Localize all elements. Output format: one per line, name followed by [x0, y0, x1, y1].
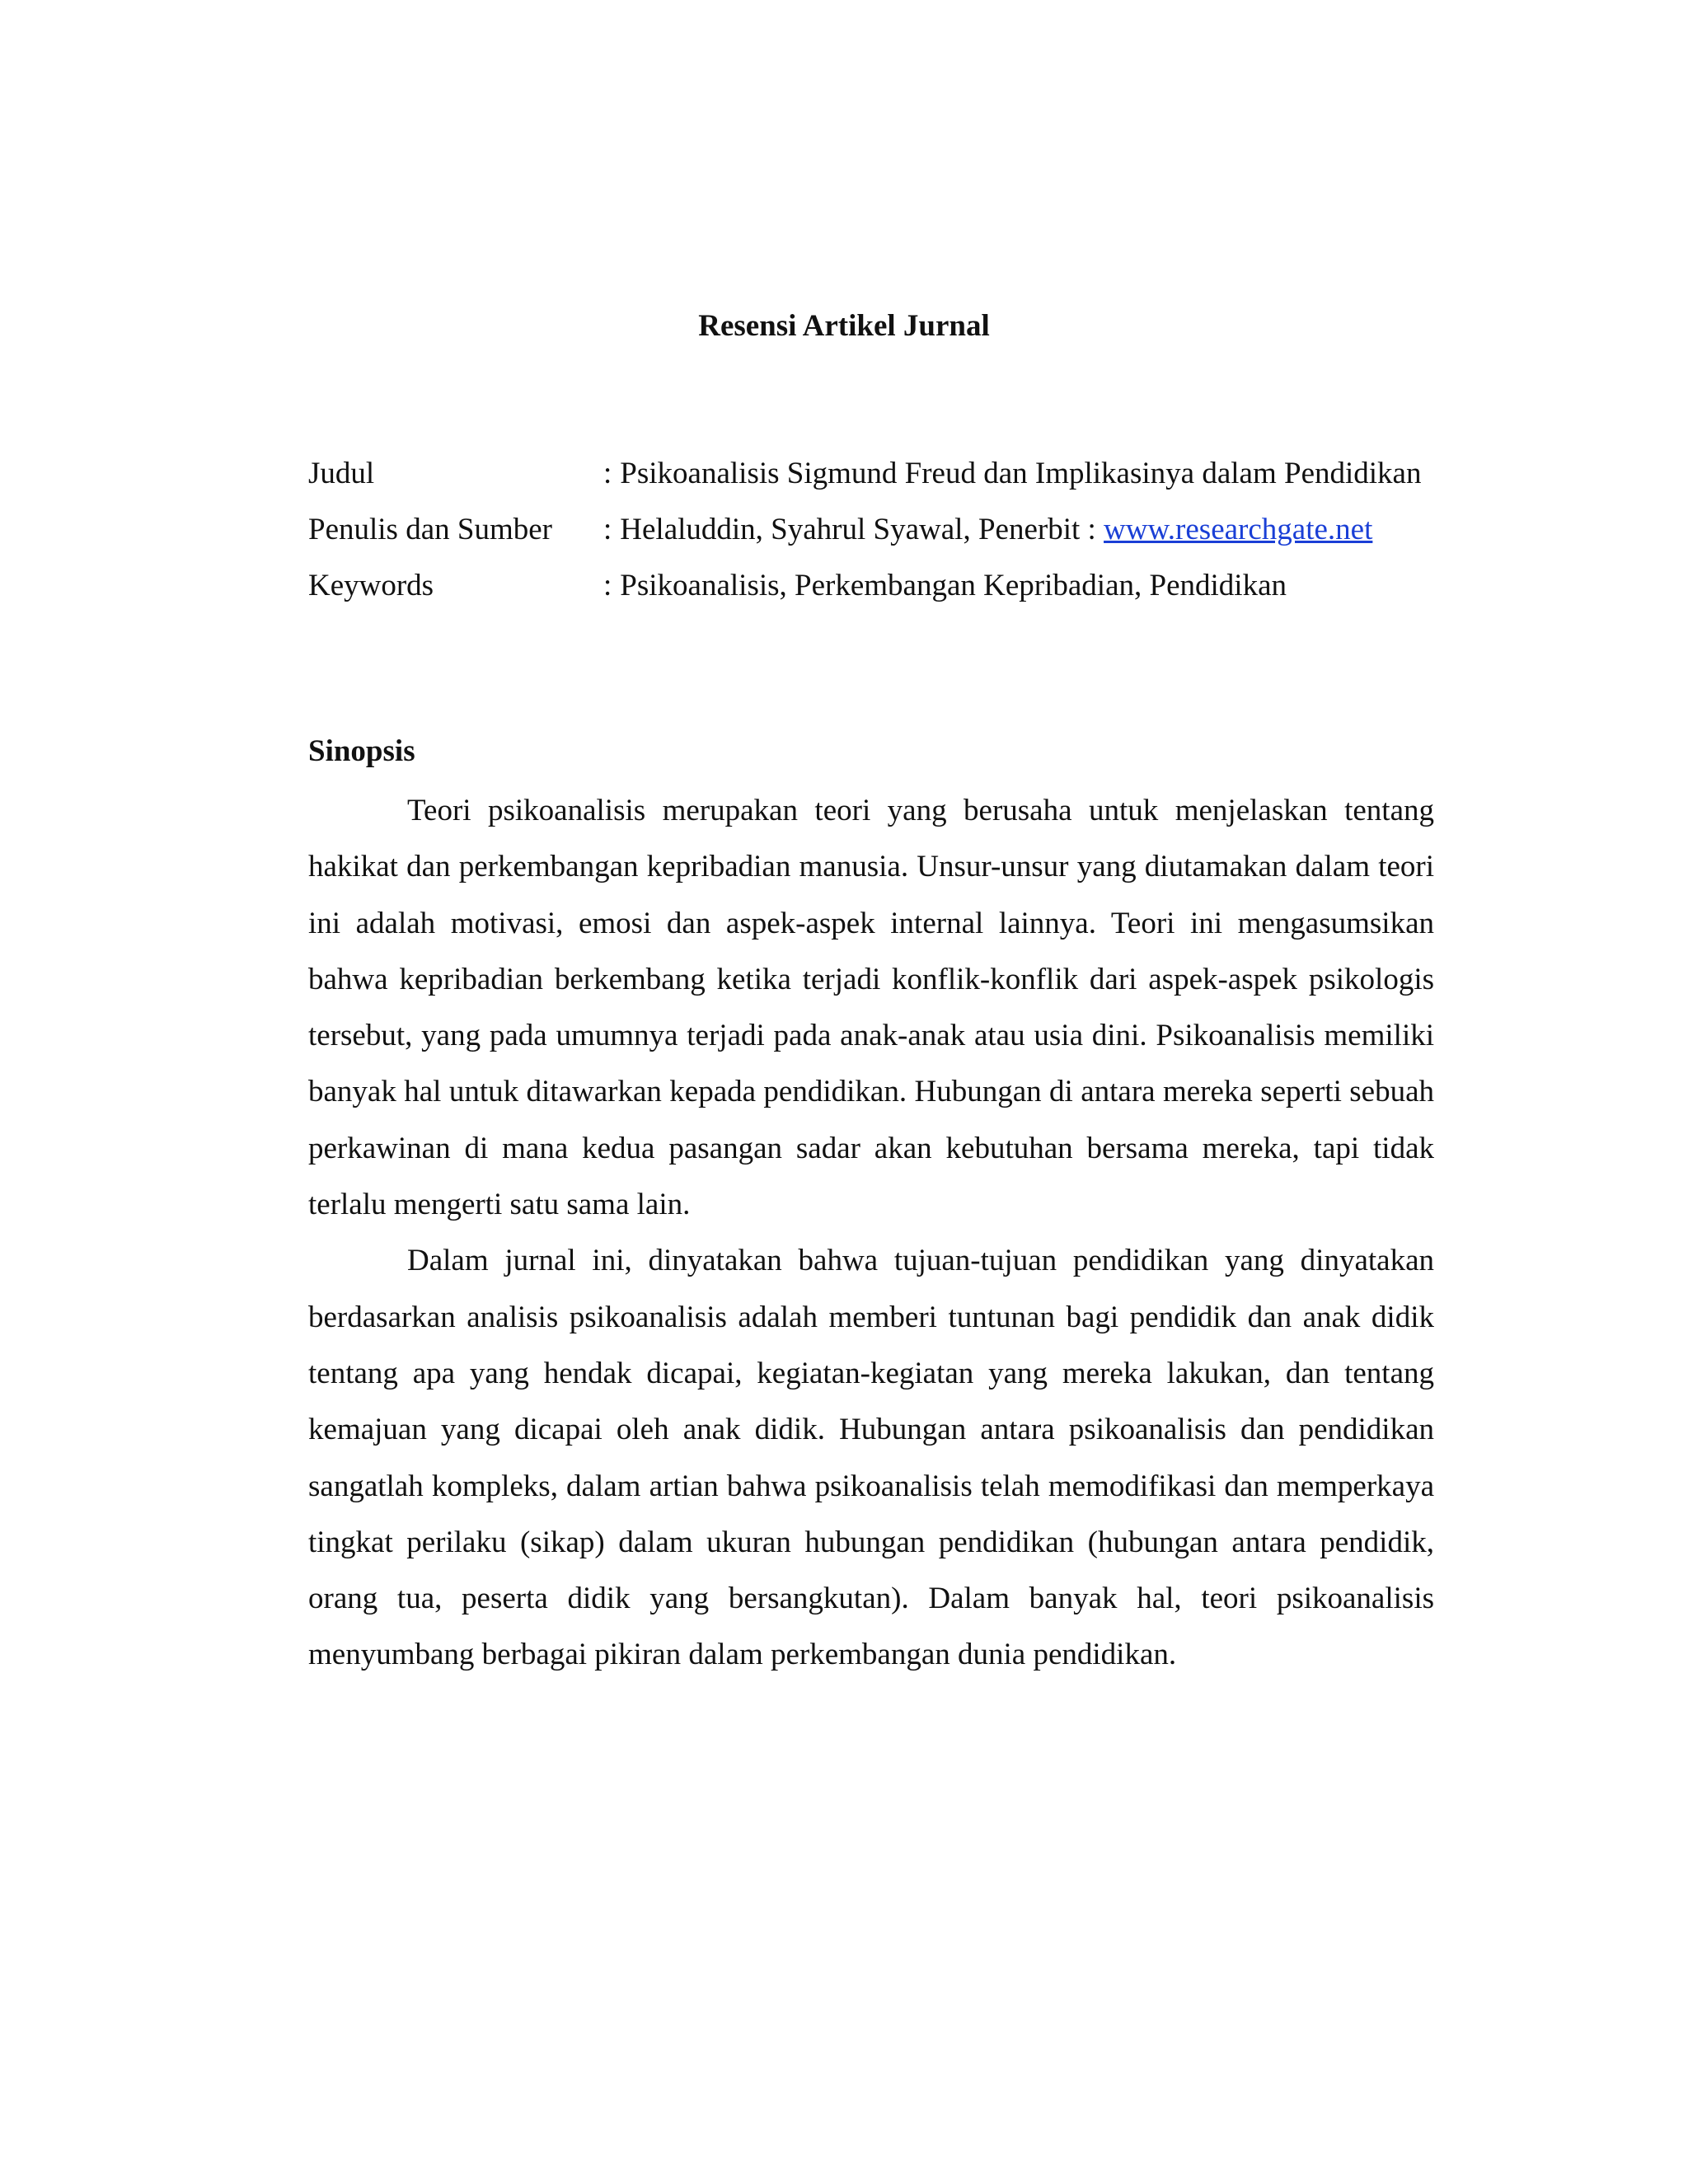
meta-row-keywords: [308, 558, 1434, 614]
meta-colon: :: [603, 569, 612, 602]
article-metadata: [308, 446, 1434, 614]
sinopsis-heading: Sinopsis: [308, 734, 415, 768]
meta-text-penulis: [620, 502, 1434, 558]
source-link[interactable]: www.researchgate.net: [1104, 513, 1373, 546]
document-title: Resensi Artikel Jurnal: [698, 309, 990, 343]
meta-value-judul: [603, 446, 1434, 502]
meta-text-keywords: Psikoanalisis, Perkembangan Kepribadian, Pendidikan: [620, 569, 1287, 602]
meta-row-penulis: [308, 502, 1434, 558]
penulis-text: Helaluddin, Syahrul Syawal, Penerbit :: [620, 513, 1096, 546]
sinopsis-paragraph-2: Dalam jurnal ini, dinyatakan bahwa tujuan-tujuan pendidikan yang dinyatakan berdasarkan analisis psikoanalisis adalah memberi tuntunan bagi pendidik dan anak didik tentang apa yang hendak dicapai, kegiatan-kegiatan yang mereka lakukan, dan tentang kemajuan yang dicapai oleh anak didik. Hubungan antara psikoanalisis dan pendidikan sangatlah kompleks, dalam artian bahwa psikoanalisis telah memodifikasi dan memperkaya tingkat perilaku (sikap) dalam ukuran hubungan pendidikan (hubungan antara pendidik, orang tua, peserta didik yang bersangkutan). Dalam banyak hal, teori psikoanalisis menyumbang berbagai pikiran dalam perkembangan dunia pendidikan.: [308, 1244, 1434, 1672]
meta-label-penulis: Penulis dan Sumber: [308, 513, 552, 546]
meta-colon: :: [603, 513, 612, 546]
meta-label-judul: Judul: [308, 457, 375, 490]
meta-value-penulis: [603, 502, 1434, 558]
meta-text-judul: Psikoanalisis Sigmund Freud dan Implikasinya dalam Pendidikan: [620, 457, 1422, 490]
sinopsis-paragraph-1: Teori psikoanalisis merupakan teori yang berusaha untuk menjelaskan tentang hakikat dan perkembangan kepribadian manusia. Unsur-unsur yang diutamakan dalam teori ini adalah motivasi, emosi dan aspek-aspek internal lainnya. Teori ini mengasumsikan bahwa kepribadian berkembang ketika terjadi konflik-konflik dari aspek-aspek psikologis tersebut, yang pada umumnya terjadi pada anak-anak atau usia dini. Psikoanalisis memiliki banyak hal untuk ditawarkan kepada pendidikan. Hubungan di antara mereka seperti sebuah perkawinan di mana kedua pasangan sadar akan kebutuhan bersama mereka, tapi tidak terlalu mengerti satu sama lain.: [308, 794, 1434, 1222]
meta-row-judul: [308, 446, 1434, 502]
meta-value-keywords: [603, 558, 1434, 614]
meta-colon: :: [603, 457, 612, 490]
sinopsis-body: [308, 783, 1434, 1684]
meta-label-keywords: Keywords: [308, 569, 434, 602]
